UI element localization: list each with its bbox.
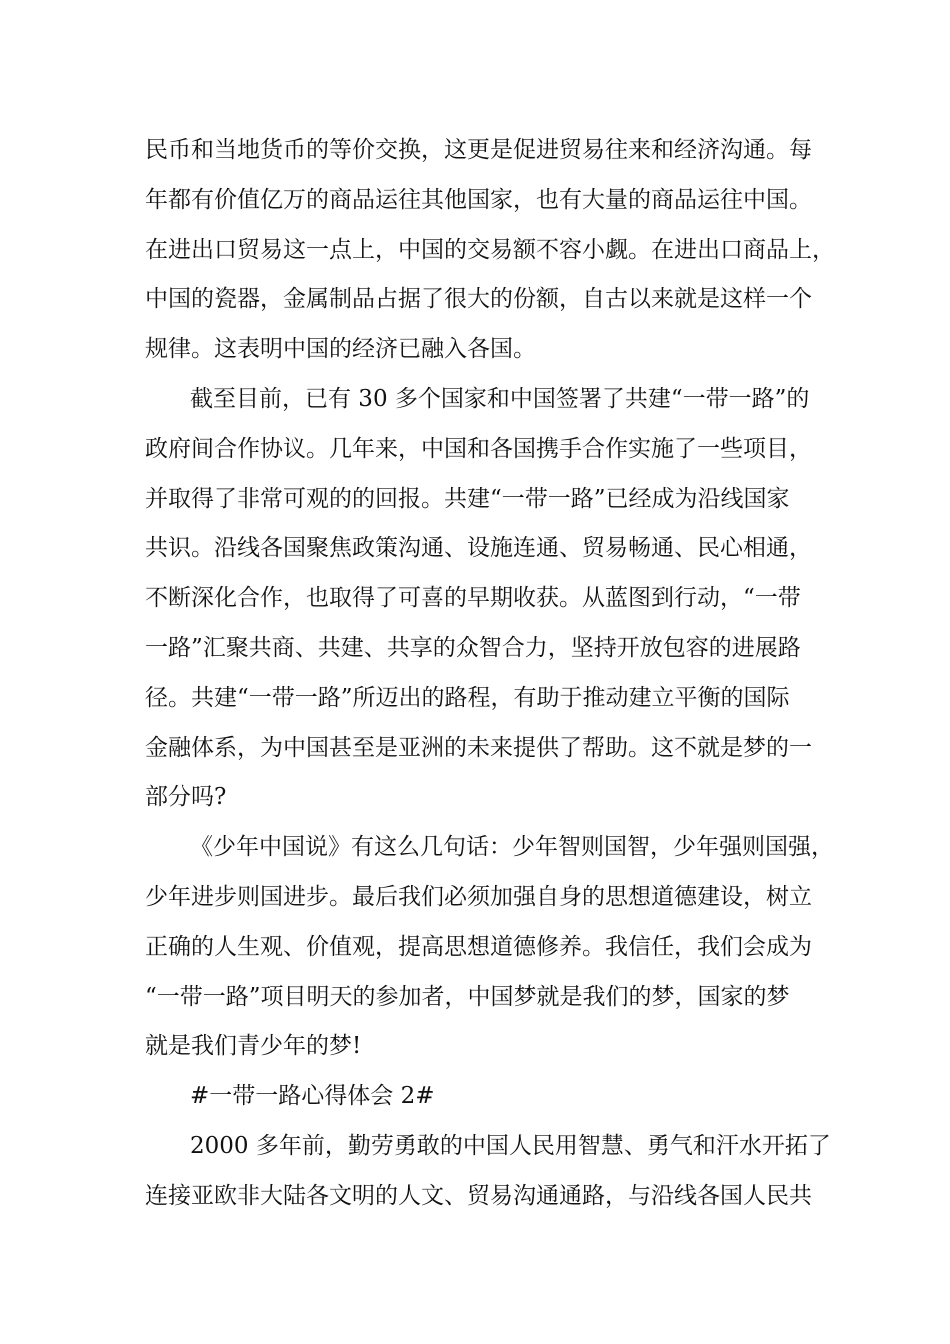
text-line: 一路”汇聚共商、共建、共享的众智合力，坚持开放包容的进展路 [145, 634, 801, 661]
text-line: 截至目前，已有 30 多个国家和中国签署了共建“一带一路”的 [190, 385, 810, 412]
text-line: 2000 多年前，勤劳勇敢的中国人民用智慧、勇气和汗水开拓了 [190, 1132, 831, 1159]
section-heading-text: #一带一路心得体会 2# [190, 1083, 435, 1110]
paragraph-silk-road-history [145, 1122, 845, 1222]
text-line: 民币和当地货币的等价交换，这更是促进贸易往来和经济沟通。每 [145, 137, 812, 163]
paragraph-trade [145, 126, 845, 375]
section-heading [145, 1072, 845, 1122]
text-line: 并取得了非常可观的的回报。共建“一带一路”已经成为沿线国家 [145, 485, 790, 512]
text-line: 金融体系，为中国甚至是亚洲的未来提供了帮助。这不就是梦的一 [145, 734, 812, 761]
text-line: 年都有价值亿万的商品运往其他国家，也有大量的商品运往中国。 [145, 186, 812, 213]
text-line: “一带一路”项目明天的参加者，中国梦就是我们的梦，国家的梦 [145, 983, 790, 1010]
paragraph-youth-china [145, 823, 845, 1072]
text-line: 就是我们青少年的梦! [145, 1033, 362, 1060]
text-line: 连接亚欧非大陆各文明的人文、贸易沟通通路，与沿线各国人民共 [145, 1182, 812, 1209]
text-line: 《少年中国说》有这么几句话：少年智则国智，少年强则国强， [190, 834, 834, 861]
text-line: 规律。这表明中国的经济已融入各国。 [145, 336, 536, 363]
text-line: 在进出口贸易这一点上，中国的交易额不容小觑。在进出口商品上， [145, 236, 835, 263]
text-line: 径。共建“一带一路”所迈出的路程，有助于推动建立平衡的国际 [145, 684, 790, 711]
text-line: 中国的瓷器，金属制品占据了很大的份额，自古以来就是这样一个 [145, 286, 812, 313]
text-line: 部分吗? [145, 784, 227, 811]
text-line: 共识。沿线各国聚焦政策沟通、设施连通、贸易畅通、民心相通， [145, 535, 812, 562]
text-line: 少年进步则国进步。最后我们必须加强自身的思想道德建设，树立 [145, 883, 812, 910]
text-line: 不断深化合作，也取得了可喜的早期收获。从蓝图到行动，“一带 [145, 585, 801, 612]
text-line: 正确的人生观、价值观，提高思想道德修养。我信任，我们会成为 [145, 933, 812, 960]
text-line: 政府间合作协议。几年来，中国和各国携手合作实施了一些项目， [145, 435, 812, 462]
document-body [145, 126, 845, 1222]
paragraph-belt-and-road [145, 375, 845, 823]
